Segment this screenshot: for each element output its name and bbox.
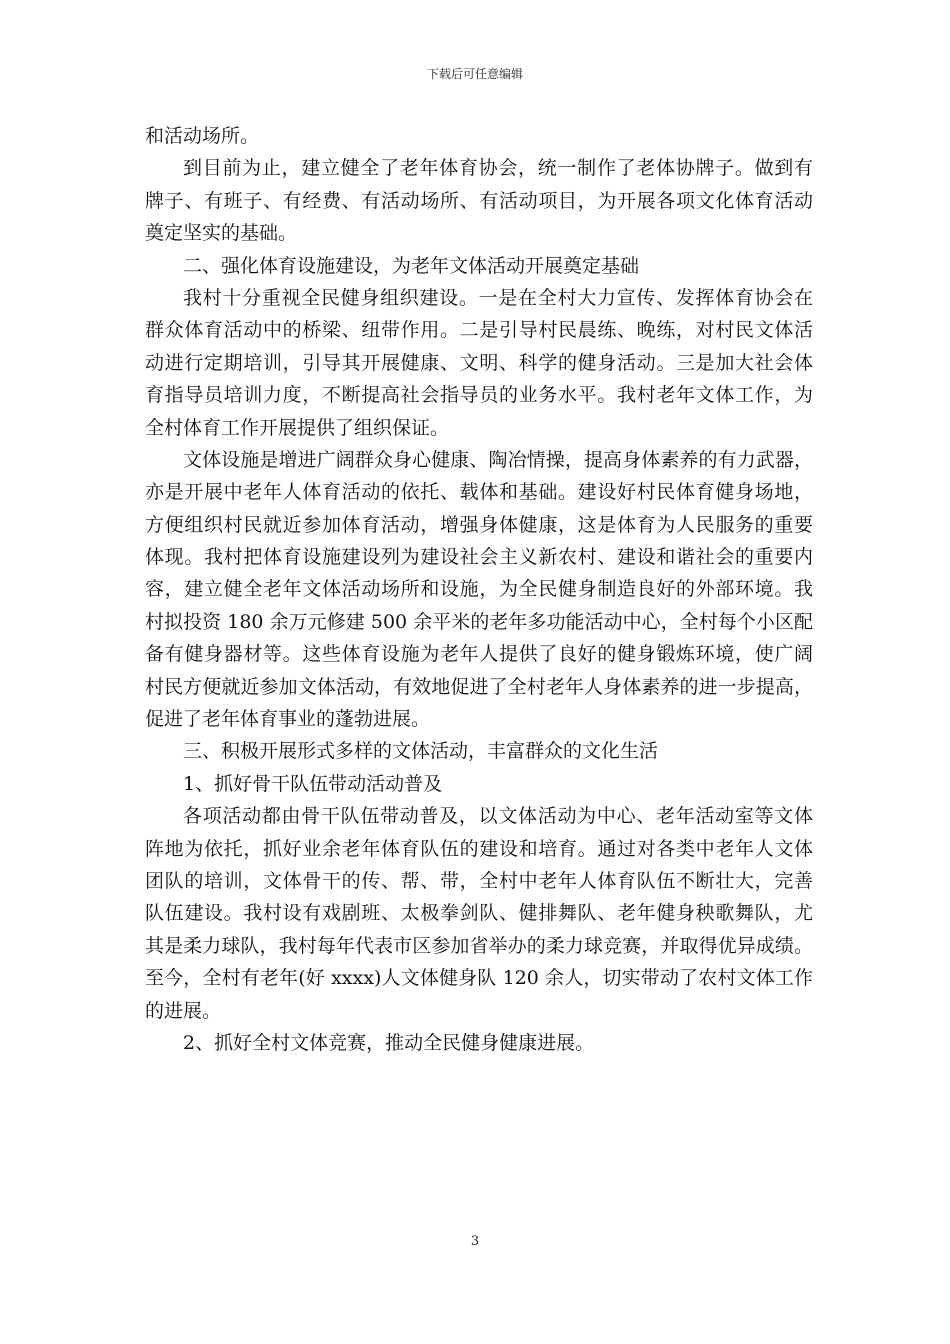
text-line: 文体设施是增进广阔群众身心健康、陶冶情操，提高身体素养的有力武器， — [183, 448, 813, 471]
text-line: 育指导员培训力度，不断提高社会指导员的业务水平。我村老年文体工作，为 — [145, 384, 813, 407]
text-line: 动进行定期培训，引导其开展健康、文明、科学的健身活动。三是加大社会体 — [145, 351, 813, 374]
text-line: 至今，全村有老年(好 xxxx)人文体健身队 120 余人，切实带动了农村文体工作 — [145, 967, 813, 990]
text-line: 村拟投资 180 余万元修建 500 余平米的老年多功能活动中心，全村每个小区配 — [145, 610, 813, 633]
text-line: 体现。我村把体育设施建设列为建设社会主义新农村、建设和谐社会的重要内 — [145, 546, 813, 569]
text-line: 其是柔力球队，我村每年代表市区参加省举办的柔力球竞赛，并取得优异成绩。 — [145, 934, 813, 957]
text-line: 我村十分重视全民健身组织建设。一是在全村大力宣传、发挥体育协会在 — [183, 286, 813, 309]
text-line: 全村体育工作开展提供了组织保证。 — [145, 416, 450, 439]
text-line: 促进了老年体育事业的蓬勃进展。 — [145, 708, 431, 731]
text-line: 三、积极开展形式多样的文体活动，丰富群众的文化生活 — [183, 740, 659, 763]
text-line: 团队的培训，文体骨干的传、帮、带，全村中老年人体育队伍不断壮大，完善 — [145, 869, 813, 892]
text-line: 奠定坚实的基础。 — [145, 222, 298, 245]
text-line: 1、抓好骨干队伍带动活动普及 — [183, 772, 443, 795]
text-line: 队伍建设。我村设有戏剧班、太极拳剑队、健排舞队、老年健身秧歌舞队，尤 — [145, 902, 813, 925]
text-line: 备有健身器材等。这些体育设施为老年人提供了良好的健身锻炼环境，使广阔 — [145, 643, 813, 666]
text-line: 亦是开展中老年人体育活动的依托、载体和基础。建设好村民体育健身场地， — [145, 481, 813, 504]
text-line: 2、抓好全村文体竞赛，推动全民健身健康进展。 — [183, 1031, 595, 1054]
page-number: 3 — [470, 1234, 480, 1249]
text-line: 村民方便就近参加文体活动，有效地促进了全村老年人身体素养的进一步提高， — [145, 675, 813, 698]
text-line: 阵地为依托，抓好业余老年体育队伍的建设和培育。通过对各类中老年人文体 — [145, 837, 813, 860]
page-header: 下载后可任意编辑 — [426, 67, 523, 81]
text-line: 的进展。 — [145, 999, 222, 1022]
text-line: 容，建立健全老年文体活动场所和设施，为全民健身制造良好的外部环境。我 — [145, 578, 813, 601]
text-line: 各项活动都由骨干队伍带动普及，以文体活动为中心、老年活动室等文体 — [183, 805, 813, 828]
text-line: 方便组织村民就近参加体育活动，增强身体健康，这是体育为人民服务的重要 — [145, 513, 813, 536]
text-line: 和活动场所。 — [145, 125, 260, 147]
text-line: 群众体育活动中的桥梁、纽带作用。二是引导村民晨练、晚练，对村民文体活 — [145, 319, 813, 342]
text-line: 牌子、有班子、有经费、有活动场所、有活动项目，为开展各项文化体育活动 — [145, 189, 813, 212]
text-line: 二、强化体育设施建设，为老年文体活动开展奠定基础 — [183, 254, 640, 277]
document-body — [145, 120, 813, 1059]
text-line: 到目前为止，建立健全了老年体育协会，统一制作了老体协牌子。做到有 — [183, 157, 813, 180]
